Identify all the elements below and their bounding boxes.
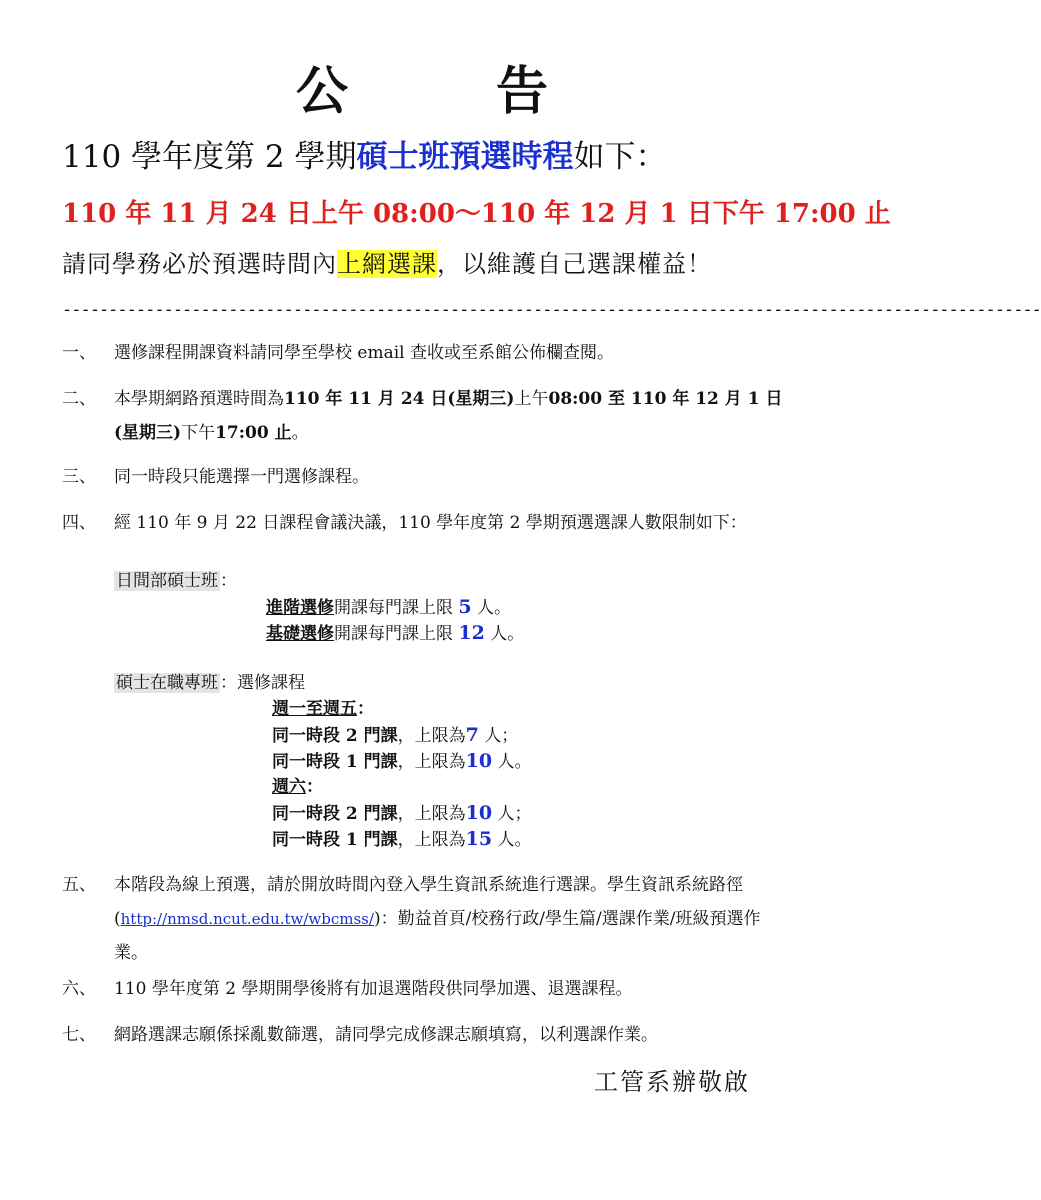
list-item: 一、 選修課程開課資料請同學至學校 email 查收或至系館公佈欄查閱。 bbox=[62, 343, 614, 363]
reminder-line: 請同學務必於預選時間內上網選課，以維護自己選課權益！ bbox=[62, 250, 712, 278]
list-item: 六、 110 學年度第 2 學期開學後將有加退選階段供同學加選、退選課程。 bbox=[62, 979, 633, 999]
limit-row: 同一時段 2 門課，上限為10 人； bbox=[272, 802, 532, 824]
reminder-highlight: 上網選課 bbox=[337, 250, 437, 278]
limit-row: 基礎選修開課每門課上限 12 人。 bbox=[266, 622, 525, 644]
list-item: 五、 本階段為線上預選，請於開放時間內登入學生資訊系統進行選課。學生資訊系統路徑(http://nmsd.ncut.edu.tw/wbcmss/)：勤益首頁/校務行政/學生篇/選課作業/班級預選作業。 bbox=[62, 875, 761, 963]
title-char-1: 公 bbox=[296, 62, 349, 122]
signature: 工管系辦敬啟 bbox=[594, 1068, 750, 1096]
list-item: 二、 本學期網路預選時間為110 年 11 月 24 日(星期三)上午08:00 至 110 年 12 月 1 日(星期三)下午17:00 止。 bbox=[62, 389, 783, 443]
limit-row: 同一時段 1 門課，上限為10 人。 bbox=[272, 750, 532, 772]
limit-row: 進階選修開課每門課上限 5 人。 bbox=[266, 596, 512, 618]
limit-row: 同一時段 1 門課，上限為15 人。 bbox=[272, 828, 532, 850]
heading-highlight: 碩士班預選時程 bbox=[356, 139, 574, 175]
saturday-heading: 週六： bbox=[272, 777, 323, 797]
schedule-heading: 110 學年度第 2 學期碩士班預選時程如下： bbox=[62, 139, 667, 175]
limit-row: 同一時段 2 門課，上限為7 人； bbox=[272, 724, 519, 746]
day-program-label: 日間部碩士班 ： bbox=[116, 571, 237, 591]
separator-line: ---------------------------------------------------------------------------------------------------------- bbox=[62, 300, 1041, 320]
system-link[interactable]: http://nmsd.ncut.edu.tw/wbcmss/ bbox=[120, 910, 374, 928]
list-item: 三、 同一時段只能選擇一門選修課程。 bbox=[62, 467, 369, 487]
list-item: 四、 經 110 年 9 月 22 日課程會議決議，110 學年度第 2 學期預選選課人數限制如下： bbox=[62, 513, 747, 533]
title-char-2: 告 bbox=[496, 62, 549, 122]
list-item: 七、 網路選課志願係採亂數篩選，請同學完成修課志願填寫，以利選課作業。 bbox=[62, 1025, 658, 1045]
inservice-program-label: 碩士在職專班 ：選修課程 bbox=[116, 673, 305, 693]
notice-title bbox=[0, 62, 849, 122]
weekday-heading: 週一至週五： bbox=[272, 699, 374, 719]
selection-period: 110 年 11 月 24 日上午 08:00～110 年 12 月 1 日下午 17:00 止 bbox=[62, 199, 891, 229]
